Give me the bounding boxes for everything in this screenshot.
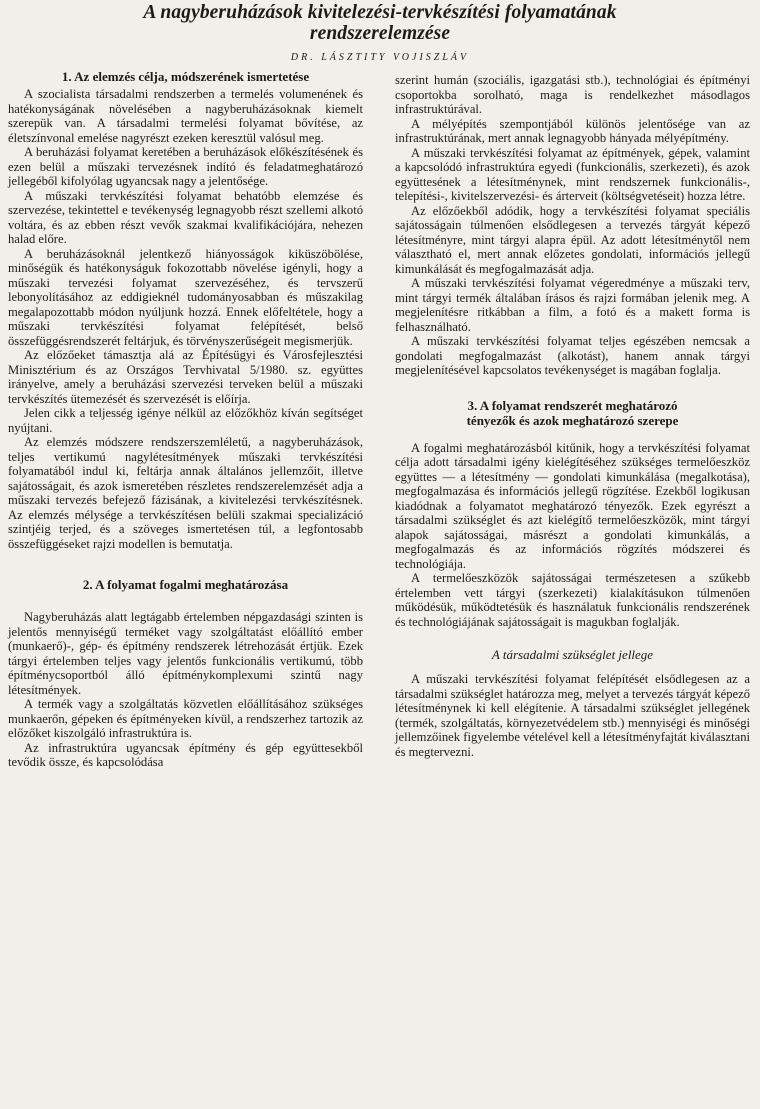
section-3-heading bbox=[395, 398, 750, 428]
subsection-heading: A társadalmi szükséglet jellege bbox=[491, 647, 654, 662]
paragraph: A termelőeszközök sajátosságai természetesen a szűkebb értelemben vett tárgyi (szerkezeti) kialakításukon túlmenően működésük, működtetésük és használatuk funkcionális rendszerének és technológiájának sajátosságait is magukban foglalják. bbox=[395, 571, 750, 629]
paragraph: A fogalmi meghatározásból kitűnik, hogy a tervkészítési folyamat célja adott társadalmi igény kielégítéséhez szükséges termelőeszköz együttes — a létesítmény — gondolati kimunkálása (megalkotása), megfogalmazása és információs jellegű rögzítése. Ezekből logikusan kiadódnak a folyamatot meghatározó tényezők. Ezek egyrészt a társadalmi szükséglet és azt kielégítő termelőeszközök, mint tárgyi alapok sajátosságai, másrészt a gondolati kimunkálás, a megfogalmazás és az információs rögzítés módszerei és technológiája. bbox=[395, 440, 750, 571]
page bbox=[0, 2, 760, 1106]
right-column bbox=[395, 73, 750, 759]
paragraph: A műszaki tervkészítési folyamat végeredménye a műszaki terv, mint tárgyi termék általában írásos és rajzi formában jelenik meg. A megjelenítésre ritkábban a film, a fotó és a makett forma is felhasználható. bbox=[395, 276, 750, 334]
continuation-body bbox=[395, 73, 750, 378]
paragraph: A beruházási folyamat keretében a beruházások előkészítésének és ezen belül a műszaki tervezésnek indító és feladatmeghatározó jellegéből kifolyólag ugyancsak nagy a jelentősége. bbox=[8, 145, 363, 188]
paragraph: A mélyépítés szempontjából különös jelentősége van az infrastruktúrának, mert annak legnagyobb hányada mélyépítmény. bbox=[395, 116, 750, 145]
title-line-1: A nagyberuházások kivitelezési-tervkészítési folyamatának bbox=[143, 2, 617, 23]
paragraph: A beruházásoknál jelentkező hiányosságok kiküszöbölése, minőségük és hatékonyságuk fokozottabb növelése igényli, hogy a műszaki tervezési folyamat szervezéséhez, és tervszerű lebonyolításához az eddigieknél tudományosabban és műszakilag megalapozottabb módon nyúljunk hozzá. Ennek előfeltétele, hogy a műszaki tervkészítési folyamat felépítését, belső összefüggésrendszerét feltárjuk, és törvényszerűségeit megismerjük. bbox=[8, 246, 363, 348]
paragraph: A műszaki tervkészítési folyamat az építmények, gépek, valamint a kapcsolódó infrastruktúra egyedi (funkcionális, szerkezeti), és azok együttesének a létesítménynek, mint rendszernek funkcionális-, telepítési-, kivitelszervezési- és árterveit (költségvetéseit) hozza létre. bbox=[395, 145, 750, 203]
section-3-heading-line-2: tényezők és azok meghatározó szerepe bbox=[466, 412, 679, 428]
paragraph: Jelen cikk a teljesség igénye nélkül az előzőkhöz kíván segítséget nyújtani. bbox=[8, 406, 363, 435]
paragraph: A műszaki tervkészítési folyamat teljes egészében nemcsak a gondolati megfogalmazást (alkotást), hanem annak tárgyi megjelenítésével kapcsolatos tevékenységet is magában foglalja. bbox=[395, 334, 750, 377]
section-2-body bbox=[8, 610, 363, 770]
section-1-body bbox=[8, 87, 363, 551]
left-column bbox=[8, 69, 363, 770]
title-line-2: rendszerelemzése bbox=[309, 23, 451, 44]
section-2-heading: 2. A folyamat fogalmi meghatározása bbox=[82, 577, 289, 592]
paragraph: Az előzőeket támasztja alá az Építésügyi és Városfejlesztési Minisztérium és az Országos Tervhivatal 5/1980. sz. együttes irányelve, amely a beruházási szervezési terveken belül a műszaki tervkészítés ütemezését és szervezését is előírja. bbox=[8, 348, 363, 406]
paragraph: A műszaki tervkészítési folyamat felépítését elsődlegesen az a társadalmi szükséglet határozza meg, melyet a tervezés tárgyát képező létesítménynek ki kell elégítenie. A társadalmi szükséglet jellegének (termék, szolgáltatás, környezetvédelem stb.) mennyiségi és minőségi jellemzőinek figyelembe vételével kell a létesítményfajtát kiválasztani és megtervezni. bbox=[395, 672, 750, 759]
subsection-body bbox=[395, 672, 750, 759]
paragraph: A műszaki tervkészítési folyamat behatóbb elemzése és szervezése, tekintettel e tevékenység legnagyobb részt szellemi alkotó voltára, és az ebben részt vevők szakmai kvalifikációjára, nehezen halad előre. bbox=[8, 188, 363, 246]
section-1-heading: 1. Az elemzés célja, módszerének ismertetése bbox=[61, 69, 310, 84]
section-3-heading-line-1: 3. A folyamat rendszerét meghatározó bbox=[467, 397, 678, 413]
paragraph: A termék vagy a szolgáltatás közvetlen előállításához szükséges munkaerőn, gépeken és építményeken kívül, a rendszerhez tartozik az előzőket kiszolgáló infrastruktúra is. bbox=[8, 697, 363, 740]
article-body bbox=[8, 69, 752, 1109]
paragraph: Az elemzés módszere rendszerszemléletű, a nagyberuházások, teljes vertikumú nagylétesítmények műszaki tervkészítési folyamatából indul ki, feltárja annak általános jellemzőit, illetve sajátosságait, és azok ismeretében részletes rendszerelemzését adja a műszaki tervezés befejező fázisának, a kivitelezési tervkészítésnek. Az elemzés mélysége a tervkészítésen belüli szakmai specializáció szintjéig terjed, és a szöveges ismertetésen túl, a legfontosabb összefüggéseket rajzi modellen is bemutatja. bbox=[8, 435, 363, 551]
author-name: DR. LÁSZTITY VOJISZLÁV bbox=[290, 52, 470, 63]
paragraph: Az infrastruktúra ugyancsak építmény és gép együttesekből tevődik össze, és kapcsolódása bbox=[8, 740, 363, 769]
paragraph: A szocialista társadalmi rendszerben a termelés volumenének és hatékonyságának növelésében a nagyberuházásoknak kiemelt szerepük van. A társadalmi termelési folyamat bővítése, az életszínvonal emelése nagyrészt ezeken keresztül valósul meg. bbox=[8, 87, 363, 145]
paragraph: Nagyberuházás alatt legtágabb értelemben népgazdasági szinten is jelentős mennyiségű terméket vagy szolgáltatást előállító ember (munkaerő)-, gép- és építmény rendszerek létrehozását értjük. Ezek tárgyi értelemben teljes vagy jelentős funkcionális vertikumú, több építménycsoportból álló építménykomplexumi szintű nagy létesítmények. bbox=[8, 610, 363, 697]
paragraph: Az előzőekből adódik, hogy a tervkészítési folyamat speciális sajátosságain túlmenően elsődlegesen a tervezés tárgyát képező létesítményre, mint tárgyi alapra épül. Az adott létesítménytől nem választható el, mert annak előzetes gondolati, információs jellegű kimunkálását és megfogalmazását adja. bbox=[395, 203, 750, 276]
paragraph: szerint humán (szociális, igazgatási stb.), technológiai és építményi csoportokba sorolható, maga is rendelkezhet másodlagos infrastruktúrával. bbox=[395, 73, 750, 116]
section-3-body bbox=[395, 441, 750, 630]
article-title bbox=[8, 2, 752, 44]
